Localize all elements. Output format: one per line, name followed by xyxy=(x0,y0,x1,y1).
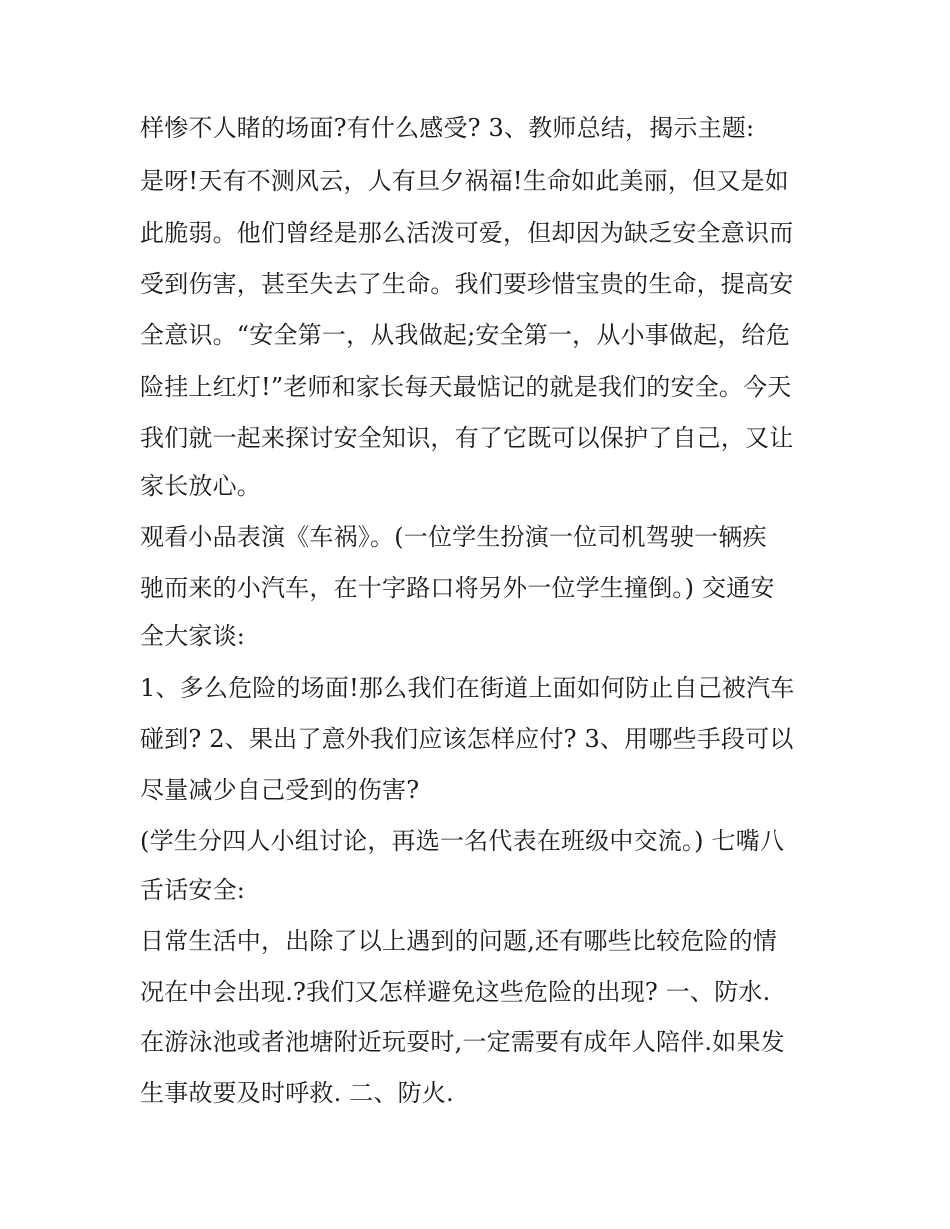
text-line-3: 此脆弱。他们曾经是那么活泼可爱，但却因为缺乏安全意识而 xyxy=(140,219,794,247)
text-line-5: 全意识。“安全第一，从我做起;安全第一，从小事做起，给危 xyxy=(140,321,790,349)
text-line-15: (学生分四人小组讨论，再选一名代表在班级中交流。) 七嘴八 xyxy=(140,827,785,855)
text-line-9: 观看小品表演《车祸》。(一位学生扮演一位司机驾驶一辆疾 xyxy=(140,523,767,551)
text-line-10: 驰而来的小汽车，在十字路口将另外一位学生撞倒。) 交通安 xyxy=(140,574,775,602)
text-line-16: 舌话安全: xyxy=(140,876,246,904)
text-line-14: 尽量减少自己受到的伤害? xyxy=(140,776,420,804)
text-line-12: 1、多么危险的场面!那么我们在街道上面如何防止自己被汽车 xyxy=(140,674,795,702)
text-line-2: 是呀!天有不测风云，人有旦夕祸福!生命如此美丽，但又是如 xyxy=(140,167,789,195)
text-line-19: 在游泳池或者池塘附近玩耍时,一定需要有成年人陪伴.如果发 xyxy=(140,1028,785,1056)
text-line-11: 全大家谈: xyxy=(140,622,246,650)
text-line-7: 我们就一起来探讨安全知识，有了它既可以保护了自己，又让 xyxy=(140,424,794,452)
text-line-18: 况在中会出现.?我们又怎样避免这些危险的出现? 一、防水. xyxy=(140,978,771,1006)
text-line-8: 家长放心。 xyxy=(140,472,261,500)
text-line-1: 样惨不人睹的场面?有什么感受? 3、教师总结，揭示主题: xyxy=(140,114,755,142)
text-line-13: 碰到? 2、果出了意外我们应该怎样应付? 3、用哪些手段可以 xyxy=(140,725,794,753)
text-line-4: 受到伤害，甚至失去了生命。我们要珍惜宝贵的生命，提高安 xyxy=(140,270,794,298)
text-line-17: 日常生活中，出除了以上遇到的问题,还有哪些比较危险的情 xyxy=(140,927,778,955)
text-line-20: 生事故要及时呼救. 二、防火. xyxy=(140,1079,454,1107)
text-line-6: 险挂上红灯!”老师和家长每天最惦记的就是我们的安全。今天 xyxy=(140,373,792,401)
